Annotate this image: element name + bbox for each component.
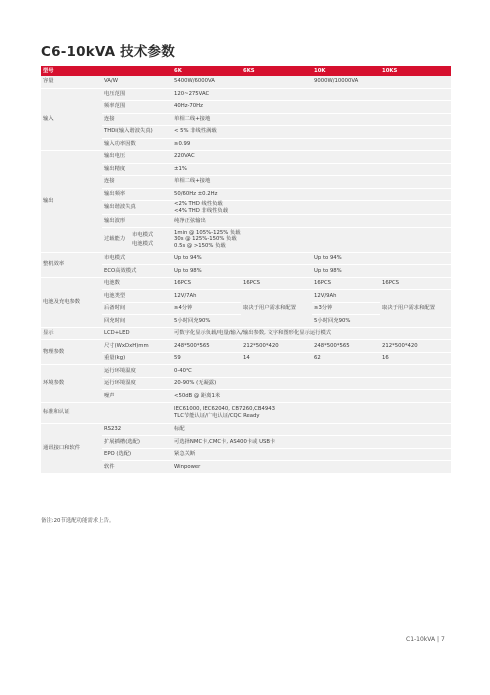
- row-label: LCD+LED: [102, 327, 172, 340]
- footnote: 备注:20节选配功能需求上告。: [41, 518, 115, 524]
- row-label: RS232: [102, 423, 172, 436]
- row-label: 输出波形: [102, 215, 172, 228]
- page-title: C6-10kVA 技术参数: [41, 44, 175, 60]
- table-row: [41, 377, 451, 390]
- category-display: 显示: [41, 327, 102, 340]
- row-label: 重量(kg): [102, 352, 172, 365]
- row-label: 输出谐波失真: [102, 201, 172, 215]
- row-label: 运行环境湿度: [102, 377, 172, 390]
- cell-value: 12V/7Ah: [172, 290, 241, 303]
- cell-value: 0-40℃: [172, 365, 451, 378]
- cell-value: 248*500*565: [312, 340, 380, 353]
- row-label: EPO (选配): [102, 448, 172, 461]
- cell-value: 16: [380, 352, 451, 365]
- row-label: 输入功率因数: [102, 138, 172, 151]
- cell-value: 紧急关断: [172, 448, 451, 461]
- header-10k: 10K: [312, 66, 380, 76]
- cell-value: 可数字化显示负载/电量/输入/输出参数, 文字和图形化显示运行模式: [172, 327, 451, 340]
- category-standards: 标准和认证: [41, 402, 172, 423]
- cell-value: 单相二线+接地: [172, 113, 451, 126]
- table-row: [41, 436, 451, 449]
- cell-value: 120~275VAC: [172, 88, 451, 101]
- table-row: [41, 215, 451, 228]
- cell-value: 20-90% (无凝露): [172, 377, 451, 390]
- row-label: 后备时间: [102, 302, 172, 315]
- cell-value: 16PCS: [312, 277, 380, 290]
- category-physical: 物理参数: [41, 340, 102, 365]
- table-row: [41, 365, 451, 378]
- row-label: 尺寸(WxDxH)mm: [102, 340, 172, 353]
- row-label: 市电模式: [102, 252, 172, 265]
- cell-value: 可选择NMC卡,CMC卡, AS400卡或 USB卡: [172, 436, 451, 449]
- cell-value: ±1%: [172, 163, 451, 176]
- table-row: [41, 126, 451, 139]
- cell-note: 取决于用户需求和配置: [380, 290, 451, 328]
- cell-value: 212*500*420: [380, 340, 451, 353]
- cell-value: 16PCS: [172, 277, 241, 290]
- cell-line: IEC61000, IEC62040, CB7260,CB4943: [174, 406, 275, 413]
- cell-value: [172, 227, 451, 252]
- cell-value: 5小时回充90%: [312, 315, 380, 328]
- cell-value: Up to 98%: [312, 265, 451, 278]
- table-row: [41, 88, 451, 101]
- table-header: [41, 66, 451, 76]
- cell-value: 40Hz-70Hz: [172, 101, 451, 114]
- table-row: [41, 290, 451, 303]
- cell-value: ≥0.99: [172, 138, 451, 151]
- row-label: 运行环境温度: [102, 365, 172, 378]
- row-label: 输出频率: [102, 188, 172, 201]
- table-row: [41, 340, 451, 353]
- header-model: 型号: [41, 66, 172, 76]
- table-row: [41, 265, 451, 278]
- cell-value: [172, 402, 451, 423]
- cell-line: <4% THD 非线性负载: [174, 207, 229, 214]
- cell-value: <50dB @ 距离1米: [172, 390, 451, 403]
- table-row: [41, 252, 451, 265]
- mode-mains: 市电模式: [132, 232, 154, 239]
- header-6ks: 6KS: [241, 66, 312, 76]
- cell-value: 248*500*565: [172, 340, 241, 353]
- cell-line: 0.5s @ >150% 负载: [174, 243, 226, 250]
- cell-value: Up to 94%: [172, 252, 312, 265]
- table-row: [41, 227, 451, 252]
- cell-value: 62: [312, 352, 380, 365]
- cell-line: TLC节能认证/广电认证/CQC Ready: [174, 412, 260, 419]
- cell-line: <2% THD 线性负载: [174, 201, 223, 207]
- cell-value: 纯净正弦输出: [172, 215, 451, 228]
- row-label: 软件: [102, 461, 172, 474]
- table-row: [41, 390, 451, 403]
- cell-value: 5小时回充90%: [172, 315, 241, 328]
- cell-value: 14: [241, 352, 312, 365]
- cell-value: Winpower: [172, 461, 451, 474]
- table-row: [41, 201, 451, 215]
- table-row: [41, 423, 451, 436]
- row-label: 电池类型: [102, 290, 172, 303]
- row-label: 电池数: [102, 277, 172, 290]
- header-6k: 6K: [172, 66, 241, 76]
- cell-value: < 5% 非线性满载: [172, 126, 451, 139]
- table-row: [41, 113, 451, 126]
- row-label-overload: [102, 227, 172, 252]
- cell-value: 212*500*420: [241, 340, 312, 353]
- row-label: ECO高效模式: [102, 265, 172, 278]
- table-row: [41, 138, 451, 151]
- category-environment: 环境参数: [41, 365, 102, 403]
- cell-line: 30s @ 125%-150% 负载: [174, 236, 237, 243]
- table-row: [41, 352, 451, 365]
- table-row: [41, 101, 451, 114]
- cell-value: 16PCS: [380, 277, 451, 290]
- row-label: 回充时间: [102, 315, 172, 328]
- table-row: [41, 327, 451, 340]
- category-capacity: 容量: [41, 76, 102, 88]
- cell-line: 1min @ 105%-125% 负载: [174, 229, 241, 236]
- table-row: [41, 163, 451, 176]
- row-label: 连接: [102, 176, 172, 189]
- category-battery: 电池及充电参数: [41, 277, 102, 327]
- mode-battery: 电池模式: [132, 240, 154, 247]
- row-label: 频率范围: [102, 101, 172, 114]
- overload-label: 过载能力: [104, 236, 126, 243]
- row-label: 输出电压: [102, 151, 172, 164]
- header-10ks: 10KS: [380, 66, 451, 76]
- cell-value: 12V/9Ah: [312, 290, 380, 303]
- cell-value: ≥4分钟: [172, 302, 241, 315]
- table-row: [41, 461, 451, 474]
- cell-value: Up to 94%: [312, 252, 451, 265]
- row-label: 扩展插槽(选配): [102, 436, 172, 449]
- spec-table: [41, 66, 451, 474]
- cell-value: 9000W/10000VA: [312, 76, 451, 88]
- category-output: 输出: [41, 151, 102, 253]
- category-communication: 通讯接口和软件: [41, 423, 102, 473]
- row-label: 输出精度: [102, 163, 172, 176]
- row-label: 连接: [102, 113, 172, 126]
- cell-value: 16PCS: [241, 277, 312, 290]
- page-number: C1-10kVA | 7: [406, 636, 445, 643]
- row-label: 电压范围: [102, 88, 172, 101]
- row-label: VA/W: [102, 76, 172, 88]
- table-row: [41, 76, 451, 88]
- cell-value: 50/60Hz ±0.2Hz: [172, 188, 451, 201]
- cell-value: Up to 98%: [172, 265, 312, 278]
- cell-note: 取决于用户需求和配置: [241, 290, 312, 328]
- cell-value: 标配: [172, 423, 451, 436]
- cell-value: [172, 201, 451, 215]
- row-label: THDi(输入谐波失真): [102, 126, 172, 139]
- cell-value: 220VAC: [172, 151, 451, 164]
- table-row: [41, 176, 451, 189]
- cell-value: 单相二线+接地: [172, 176, 451, 189]
- category-input: 输入: [41, 88, 102, 151]
- cell-value: ≥3分钟: [312, 302, 380, 315]
- cell-value: 5400W/6000VA: [172, 76, 312, 88]
- cell-value: 59: [172, 352, 241, 365]
- table-row: [41, 151, 451, 164]
- table-row: [41, 277, 451, 290]
- table-row: [41, 188, 451, 201]
- table-row: [41, 448, 451, 461]
- table-row: [41, 402, 451, 423]
- row-label: 噪声: [102, 390, 172, 403]
- category-efficiency: 整机效率: [41, 252, 102, 277]
